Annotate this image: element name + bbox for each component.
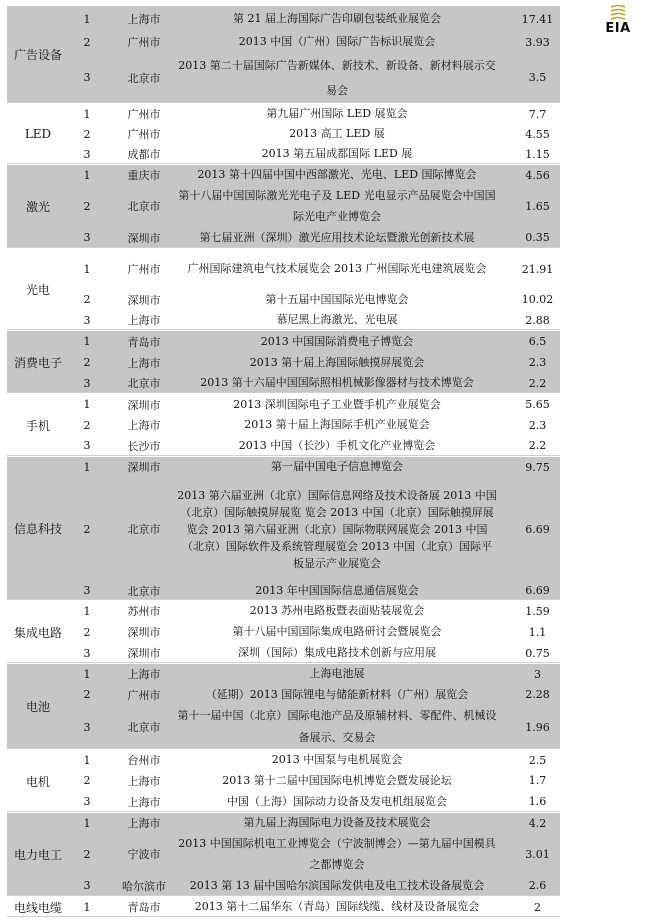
table-row: [7, 331, 560, 352]
table-row: [7, 310, 560, 330]
group-divider: [7, 895, 560, 896]
rank-cell: 2: [83, 418, 91, 432]
city-cell: 宁波市: [127, 848, 161, 861]
value-cell: 2.2: [528, 376, 547, 390]
exhibition-name-cell: 2013 第 13 届中国哈尔滨国际发供电及电工技术设备展览会: [189, 878, 485, 892]
exhibition-name-cell: 深圳（国际）集成电路技术创新与应用展: [238, 646, 436, 659]
rank-cell: 2: [83, 774, 91, 787]
city-cell: 北京市: [127, 523, 161, 536]
group-divider: [7, 811, 560, 812]
table-row: [7, 477, 560, 581]
category-label: 集成电路: [13, 625, 62, 640]
rank-cell: 1: [83, 667, 91, 681]
rank-cell: 2: [83, 688, 91, 701]
exhibition-name-cell: 第一届中国电子信息博览会: [271, 460, 403, 473]
city-cell: 广州市: [127, 108, 161, 121]
value-cell: 17.41: [521, 12, 554, 26]
rank-cell: 3: [83, 439, 91, 452]
category-label: 信息科技: [13, 522, 62, 536]
city-cell: 北京市: [127, 200, 161, 213]
city-cell: 上海市: [127, 795, 161, 809]
value-cell: 6.69: [525, 522, 550, 536]
table-row: [7, 373, 560, 393]
rank-cell: 2: [83, 293, 91, 306]
value-cell: 2.5: [528, 753, 547, 767]
city-cell: 上海市: [127, 817, 161, 830]
table-row: [7, 770, 560, 791]
city-cell: 北京市: [127, 71, 161, 85]
rank-cell: 2: [83, 127, 91, 141]
table-row: [7, 601, 560, 621]
city-cell: 深圳市: [127, 398, 161, 412]
group-divider: [7, 163, 560, 164]
city-cell: 哈尔滨市: [122, 879, 166, 893]
value-cell: 2: [534, 900, 541, 914]
table-row: [7, 833, 560, 875]
rank-cell: 3: [83, 147, 91, 161]
table-row: [7, 897, 560, 917]
rank-cell: 1: [83, 900, 91, 914]
city-cell: 北京市: [127, 584, 161, 598]
rank-cell: 3: [83, 376, 91, 390]
table-row: [7, 581, 560, 600]
exhibition-name-cell: 2013 年中国国际信息通信展览会: [255, 583, 419, 597]
city-cell: 重庆市: [127, 169, 161, 182]
exhibition-name-cell: 2013 中国国际消费电子博览会: [260, 334, 414, 348]
value-cell: 3.01: [525, 847, 550, 861]
rank-cell: 3: [83, 231, 91, 244]
value-cell: 3: [534, 667, 541, 681]
rank-cell: 1: [83, 168, 91, 182]
city-cell: 北京市: [127, 377, 161, 390]
exhibition-name-cell: 2013 第二十届国际广告新媒体、新技术、新设备、新材料展示交易会: [178, 58, 496, 97]
exhibition-name-cell: 2013 第十届上海国际手机产业展览会: [244, 418, 430, 431]
rank-cell: 1: [83, 816, 91, 830]
table-row: [7, 227, 560, 248]
category-group: [7, 664, 560, 749]
category-group: [7, 394, 560, 456]
exhibition-name-cell: 第十八届中国国际激光光电子及 LED 光电显示产品展览会中国国际光电产业博览会: [178, 189, 496, 223]
table-row: [7, 352, 560, 373]
rank-cell: 3: [83, 646, 91, 660]
table-row: [7, 875, 560, 896]
value-cell: 5.65: [525, 398, 550, 411]
rank-cell: 1: [83, 604, 91, 618]
rank-cell: 1: [83, 460, 91, 474]
table-row: [7, 124, 560, 144]
table-row: [7, 185, 560, 227]
table-row: [7, 621, 560, 643]
rank-cell: 2: [83, 35, 91, 49]
exhibition-name-cell: 上海电池展: [309, 667, 365, 680]
city-cell: 台州市: [127, 754, 161, 767]
category-group: [7, 457, 560, 600]
value-cell: 21.91: [521, 262, 554, 276]
category-label: 电线电缆: [13, 900, 62, 915]
exhibition-name-cell: 2013 中国泵与电机展览会: [271, 753, 403, 766]
group-divider: [7, 916, 560, 917]
rank-cell: 1: [83, 12, 91, 26]
rank-cell: 2: [83, 625, 91, 639]
exhibition-name-cell: 中国（上海）国际动力设备及发电机组展览会: [227, 794, 447, 808]
table-row: [7, 289, 560, 310]
city-cell: 深圳市: [127, 231, 161, 245]
exhibition-name-cell: 2013 高工 LED 展: [289, 127, 385, 140]
table-row: [7, 750, 560, 770]
exhibition-name-cell: 2013 第十六届中国国际照相机械影像器材与技术博览会: [200, 376, 474, 389]
category-label: 电机: [25, 774, 50, 789]
value-cell: 1.7: [528, 774, 547, 787]
city-cell: 深圳市: [127, 647, 161, 660]
value-cell: 6.69: [525, 584, 550, 597]
category-label: 光电: [25, 283, 50, 297]
rank-cell: 2: [83, 199, 91, 213]
table-row: [7, 435, 560, 456]
exhibition-name-cell: 2013 第十二届中国国际电机博览会暨发展论坛: [222, 773, 452, 787]
exhibition-name-cell: 2013 中国（长沙）手机文化产业博览会: [238, 438, 436, 452]
exhibition-name-cell: 广州国际建筑电气技术展览会 2013 广州国际光电建筑展览会: [187, 262, 487, 275]
table-row: [7, 52, 560, 103]
exhibition-name-cell: 2013 第六届亚洲（北京）国际信息网络及技术设备展 2013 中国（北京）国际触摸屏展览 览会 2013 中国（北京）国际触摸屏展览会 2013 第六届亚洲（北京）国际物联网展览会 2013 中国（北京）国际软件及系统管理展览会 2013 中国（北京）国际平板显示产业展览会: [177, 488, 497, 570]
value-cell: 2.3: [528, 418, 547, 432]
exhibition-name-cell: 慕尼黑上海激光、光电展: [276, 313, 398, 326]
category-group: [7, 897, 560, 917]
city-cell: 苏州市: [127, 605, 161, 618]
exhibition-name-cell: 第十八届中国国际集成电路研讨会暨展览会: [232, 625, 442, 638]
rank-cell: 3: [83, 795, 91, 808]
city-cell: 上海市: [127, 419, 161, 432]
eia-logo-icon: [609, 4, 627, 22]
exhibition-name-cell: 第十五届中国国际光电博览会: [265, 292, 409, 306]
table-row: [7, 457, 560, 477]
group-divider: [7, 455, 560, 456]
value-cell: 4.55: [525, 127, 550, 141]
city-cell: 成都市: [127, 148, 161, 161]
exhibition-name-cell: 2013 中国国际机电工业博览会（宁波制博会）—第九届中国模具之都博览会: [178, 837, 496, 871]
group-divider: [7, 329, 560, 330]
category-group: [7, 104, 560, 164]
category-label: 电力电工: [13, 848, 62, 862]
exhibition-name-cell: 2013 中国（广州）国际广告标识展览会: [238, 35, 436, 48]
table-row: [7, 643, 560, 663]
city-cell: 深圳市: [127, 626, 161, 639]
exhibition-name-cell: （延期）2013 国际锂电与储能新材料（广州）展览会: [205, 687, 469, 701]
exhibition-name-cell: 2013 第五届成都国际 LED 展: [261, 147, 413, 160]
exhibition-name-cell: 2013 第十四届中国中西部激光、光电、LED 国际博览会: [197, 168, 477, 181]
table-row: [7, 249, 560, 289]
group-divider: [7, 599, 560, 600]
group-divider: [7, 662, 560, 663]
city-cell: 广州市: [127, 36, 161, 49]
category-group: [7, 750, 560, 812]
city-cell: 广州市: [127, 128, 161, 141]
value-cell: 7.7: [528, 107, 547, 121]
value-cell: 1.6: [528, 795, 547, 808]
category-label: 电池: [25, 700, 50, 714]
category-label: 手机: [25, 418, 50, 433]
city-cell: 上海市: [127, 356, 161, 370]
city-cell: 青岛市: [127, 901, 161, 914]
exhibition-name-cell: 2013 第十二届华东（青岛）国际线缆、线材及设备展览会: [194, 900, 480, 913]
value-cell: 2.3: [528, 356, 547, 369]
rank-cell: 1: [83, 753, 91, 767]
city-cell: 广州市: [127, 263, 161, 276]
rank-cell: 1: [83, 262, 91, 276]
group-divider: [7, 247, 560, 248]
city-cell: 北京市: [127, 721, 161, 734]
exhibition-name-cell: 2013 深圳国际电子工业暨手机产业展览会: [233, 397, 441, 411]
city-cell: 深圳市: [127, 461, 161, 474]
value-cell: 2.2: [528, 439, 547, 452]
rank-cell: 1: [83, 335, 91, 348]
value-cell: 4.2: [528, 816, 547, 830]
exhibition-name-cell: 2013 第十届上海国际触摸屏展览会: [249, 355, 425, 369]
value-cell: 1.1: [528, 625, 547, 639]
group-divider: [7, 392, 560, 393]
table-row: [7, 6, 560, 32]
table-row: [7, 394, 560, 415]
category-group: [7, 249, 560, 330]
category-label: 消费电子: [13, 355, 62, 370]
rank-cell: 3: [83, 720, 91, 734]
city-cell: 上海市: [127, 668, 161, 681]
value-cell: 1.65: [525, 199, 550, 213]
rank-cell: 3: [83, 71, 91, 84]
table-row: [7, 684, 560, 705]
value-cell: 0.75: [525, 646, 550, 660]
value-cell: 1.15: [525, 147, 550, 161]
value-cell: 9.75: [525, 460, 550, 474]
value-cell: 2.6: [528, 879, 547, 892]
rank-cell: 3: [83, 879, 91, 892]
rank-cell: 2: [83, 847, 91, 861]
rank-cell: 2: [83, 356, 91, 369]
city-cell: 长沙市: [127, 439, 161, 453]
value-cell: 3.5: [528, 71, 547, 84]
table-row: [7, 813, 560, 833]
table-row: [7, 144, 560, 164]
rank-cell: 3: [83, 584, 91, 597]
category-group: [7, 601, 560, 663]
rank-cell: 1: [83, 107, 91, 121]
rank-cell: 1: [83, 398, 91, 411]
category-label: 激光: [25, 200, 50, 214]
table-row: [7, 791, 560, 812]
value-cell: 4.56: [525, 168, 550, 182]
table-row: [7, 415, 560, 435]
category-group: [7, 6, 560, 103]
city-cell: 青岛市: [127, 335, 161, 349]
exhibition-name-cell: 第九届广州国际 LED 展览会: [266, 107, 408, 120]
group-divider: [7, 748, 560, 749]
table-row: [7, 165, 560, 185]
city-cell: 深圳市: [127, 293, 161, 307]
category-group: [7, 165, 560, 248]
value-cell: 2.28: [525, 688, 550, 701]
category-group: [7, 331, 560, 393]
city-cell: 上海市: [127, 774, 161, 788]
exhibition-name-cell: 第九届上海国际电力设备及技术展览会: [243, 816, 431, 829]
city-cell: 广州市: [127, 688, 161, 702]
value-cell: 2.88: [525, 313, 550, 327]
rank-cell: 2: [83, 522, 91, 536]
table-row: [7, 664, 560, 684]
value-cell: 0.35: [525, 231, 550, 244]
exhibition-name-cell: 第 21 届上海国际广告印刷包装纸业展览会: [233, 12, 441, 25]
category-label: 广告设备: [13, 48, 62, 62]
category-label: LED: [24, 127, 52, 141]
value-cell: 1.96: [525, 720, 550, 734]
city-cell: 上海市: [127, 314, 161, 327]
city-cell: 上海市: [127, 13, 161, 26]
category-group: [7, 813, 560, 896]
exhibition-name-cell: 第七届亚洲（深圳）激光应用技术论坛暨激光创新技术展: [199, 230, 475, 244]
eia-logo-text: EIA: [605, 21, 631, 36]
value-cell: 1.59: [525, 604, 550, 618]
value-cell: 6.5: [528, 335, 547, 348]
exhibition-name-cell: 2013 苏州电路板暨表面贴装展览会: [249, 604, 425, 617]
table-row: [7, 32, 560, 52]
rank-cell: 3: [83, 313, 91, 327]
exhibition-name-cell: 第十一届中国（北京）国际电池产品及原辅材料、零配件、机械设备展示、交易会: [177, 709, 497, 744]
eia-logo: [601, 4, 635, 36]
value-cell: 3.93: [525, 35, 550, 49]
table-row: [7, 705, 560, 749]
table-row: [7, 104, 560, 124]
group-divider: [7, 102, 560, 103]
value-cell: 10.02: [521, 293, 554, 306]
